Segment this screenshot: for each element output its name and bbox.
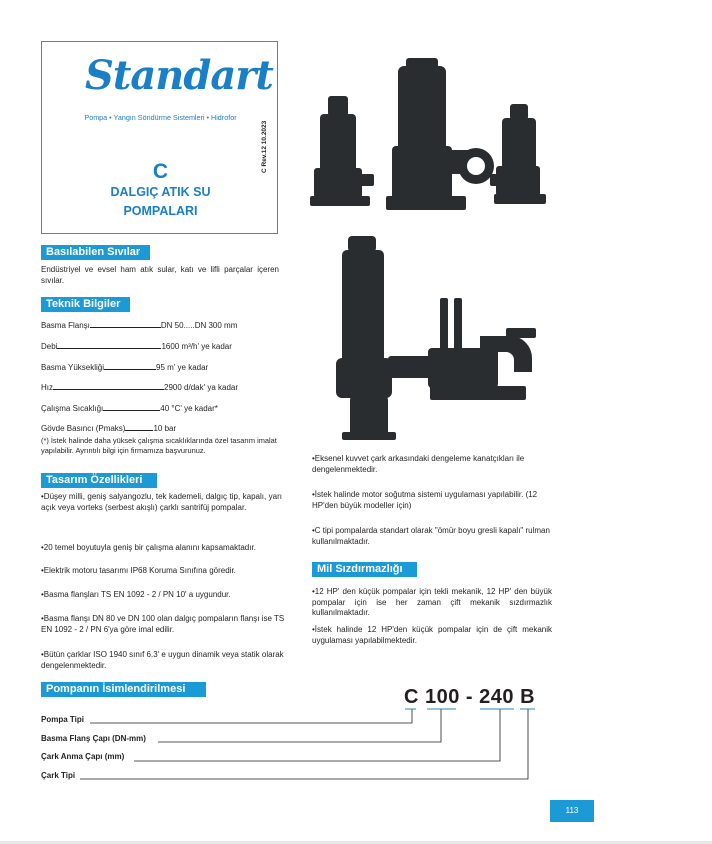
design-item: •Basma flanşı DN 80 ve DN 100 olan dalgıç pompaların flanşı ise TS EN 1092 - 2 / PN 6'ya göre imal edilir. [41,614,285,634]
model-letter: C [152,160,169,183]
section-heading-design: Tasarım Özellikleri [41,473,157,488]
product-title-line2: POMPALARI [123,204,198,218]
spec-label: Basma Yüksekliği [41,363,104,372]
spec-label: Çalışma Sıcaklığı [41,404,104,413]
design-item: •Basma flanşları TS EN 1092 - 2 / PN 10' a uygundur. [41,590,231,599]
spec-label: Gövde Basıncı (Pmaks) [41,424,126,433]
spec-value: 2900 d/dak' ya kadar [164,383,239,392]
naming-label-pump-type: Pompa Tipi [41,715,84,724]
spec-label: Hız [41,383,53,392]
section-heading-fluids: Basılabilen Sıvılar [41,245,150,260]
section-heading-seal: Mil Sızdırmazlığı [312,562,417,577]
spec-value: 10 bar [153,424,177,433]
seal-item: •12 HP' den küçük pompalar için tekli mekanik, 12 HP' den büyük pompalar için ise her zaman çift mekanik sızdırmazlık kullanılmaktadır. [312,587,552,617]
tagline: Pompa • Yangın Söndürme Sistemleri • Hidrofor [84,113,237,122]
naming-label-impeller-diameter: Çark Anma Çapı (mm) [41,752,125,761]
design-item: •20 temel boyutuyla geniş bir çalışma alanını kapsamaktadır. [41,543,256,552]
section-heading-naming: Pompanın İsimlendirilmesi [41,682,206,697]
spec-label: Debi [41,342,58,351]
section-heading-tech: Teknik Bilgiler [41,297,130,312]
spec-value: DN 50.....DN 300 mm [160,321,238,330]
design-item: •Düşey milli, geniş salyangozlu, tek kademeli, dalgıç tip, kapalı, yarı açık veya vorteks (serbest akışlı) çarklı santrifüj pompalar. [41,492,282,512]
design-item-right: •Eksenel kuvvet çark arkasındaki dengeleme kanatçıkları ile dengelenmektedir. [312,454,525,474]
fluids-description: Endüstriyel ve evsel ham atık sular, katı ve lifli parçalar içeren sıvılar. [41,265,279,285]
spec-value: 1600 m³/h' ye kadar [161,342,232,351]
design-item-right: •C tipi pompalarda standart olarak "ömür boyu gresli kapalı" rulman kullanılmaktadır. [312,526,550,546]
page-number: 113 [550,800,594,822]
naming-label-flange: Basma Flanş Çapı (DN-mm) [41,734,146,743]
design-item: •Elektrik motoru tasarımı IP68 Koruma Sınıfına göredir. [41,566,236,575]
spec-label: Basma Flanşı [41,321,90,330]
brand-name: Standart [85,52,273,99]
design-item: •Bütün çarklar ISO 1940 sınıf 6.3' e uygun dinamik veya statik olarak dengelenmektedir. [41,650,284,670]
naming-label-impeller-type: Çark Tipi [41,771,76,780]
spec-value: 40 °C' ye kadar* [160,404,218,413]
design-item-right: •İstek halinde motor soğutma sistemi uygulaması yapılabilir. (12 HP'den büyük modeller için) [312,490,538,510]
revision-label: C Rev.12 10.2023 [261,120,268,173]
spec-footnote: (*) İstek halinde daha yüksek çalışma sıcaklıklarında özel tasarım imalat yapılabilir. Ayrıntılı bilgi için firmamıza başvurunuz. [41,436,277,455]
model-code: C 100 - 240 B [404,686,536,708]
spec-value: 95 m' ye kadar [156,363,209,372]
product-title-line1: DALGIÇ ATIK SU [110,185,211,199]
seal-item: •İstek halinde 12 HP'den küçük pompalar için de çift mekanik uygulaması yapılabilmektedir. [312,625,552,645]
